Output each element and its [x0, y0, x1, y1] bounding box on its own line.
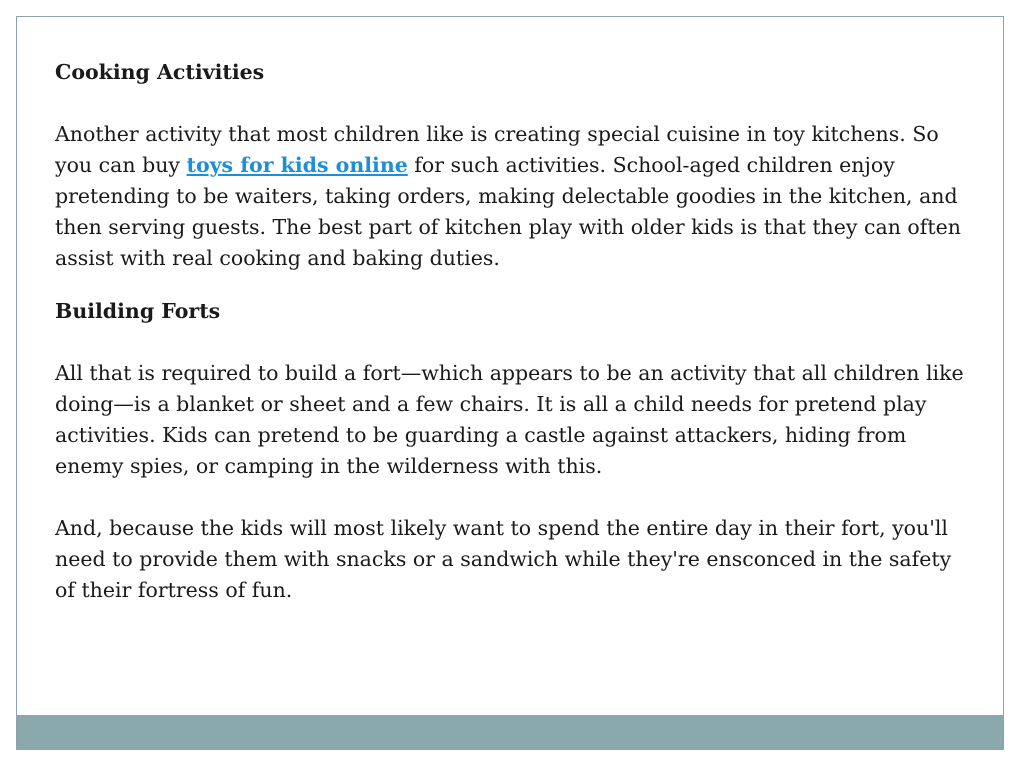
paragraph-cooking-text-start: Another activity that most children like is creating special cuisine in toy kitchens. So you can buy: [55, 122, 939, 177]
toys-for-kids-online-link[interactable]: toys for kids online: [186, 153, 408, 177]
slide: [16, 16, 1004, 750]
spacer: [55, 482, 967, 513]
spacer: [55, 274, 967, 296]
spacer: [55, 88, 967, 119]
paragraph-forts-1: All that is required to build a fort—which appears to be an activity that all children like doing—is a blanket or sheet and a few chairs. It is all a child needs for pretend play activities. Kids can pretend to be guarding a castle against attackers, hiding from enemy spies, or camping in the wilderness with this.: [55, 361, 964, 478]
paragraph-cooking: [55, 119, 967, 274]
paragraph-forts-2: And, because the kids will most likely want to spend the entire day in their fort, you'll need to provide them with snacks or a sandwich while they're ensconced in the safety of their fortress of fun.: [55, 516, 952, 602]
spacer: [55, 327, 967, 358]
heading-building-forts: Building Forts: [55, 299, 221, 323]
footer-bar: [17, 715, 1003, 749]
slide-content: [55, 57, 967, 606]
paragraph-cooking-text-end: for such activities. School-aged children enjoy pretending to be waiters, taking orders, making delectable goodies in the kitchen, and then serving guests. The best part of kitchen play with older kids is that they can often assist with real cooking and baking duties.: [55, 153, 961, 270]
heading-cooking-activities: Cooking Activities: [55, 60, 265, 84]
